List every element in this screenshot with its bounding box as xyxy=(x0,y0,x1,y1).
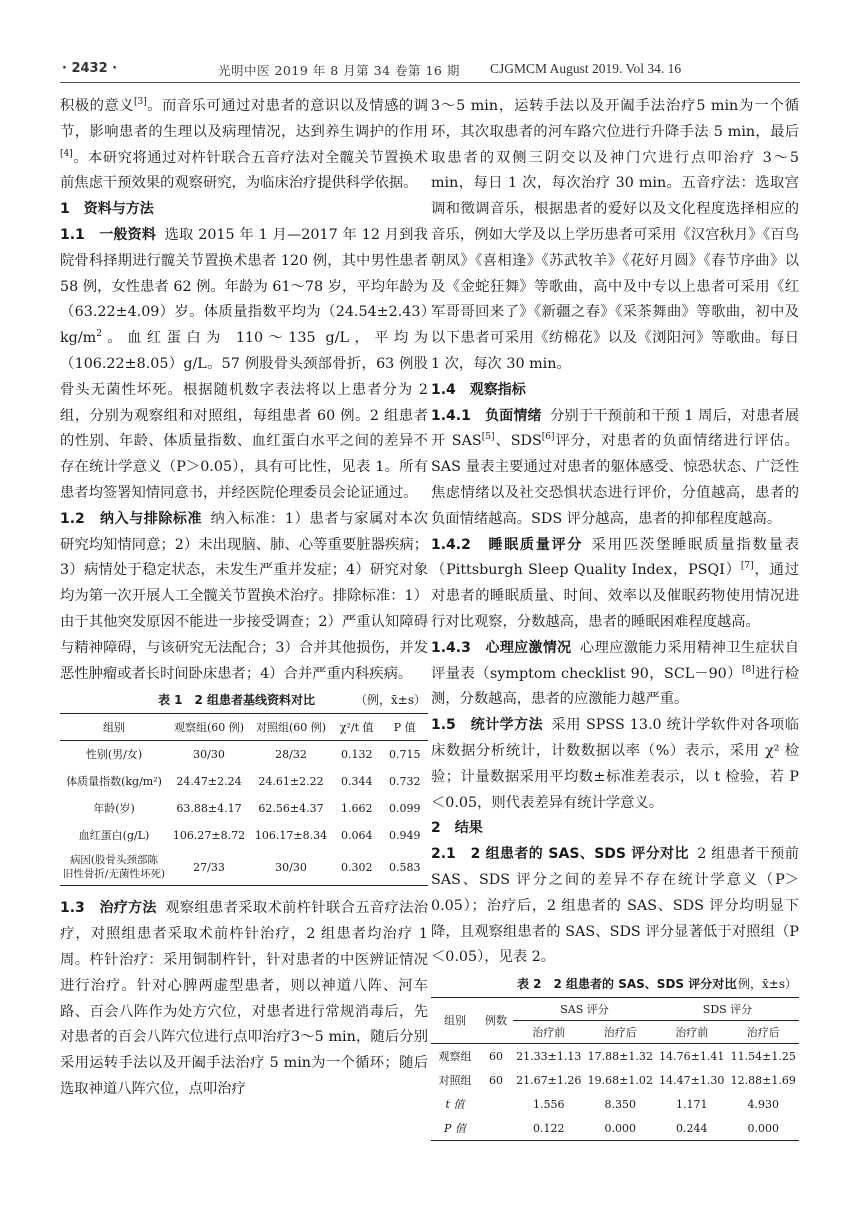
ref-5[interactable]: [5] xyxy=(481,432,495,443)
section-1-4-1: 1.4.1 负面情绪 分别于干预前和干预 1 周后，对患者展开 SAS[5]、SDS[6]评分，对患者的负面情绪进行评估。SAS 量表主要通过对患者的躯体感受、惊恐状态、广泛性焦虑情绪以及社交恐惧状态进行评价，分值越高，患者的负面情绪越高。SDS 评分越高，患者的抑郁程度越高。 xyxy=(431,407,799,527)
left-column xyxy=(60,94,428,1103)
section-1-4-2: 1.4.2 睡眠质量评分 采用匹茨堡睡眠质量指数量表（Pittsburgh Sleep Quality Index，PSQI）[7]，通过对患者的睡眠质量、时间、效率以及催眠药物使用情况进行对比观察，分数越高，患者的睡眠困难程度越高。 xyxy=(431,536,799,630)
page-number: · 2432 · xyxy=(62,61,118,76)
section-1-1: 1.1 一般资料 选取 2015 年 1 月—2017 年 12 月到我院骨科择期进行髋关节置换术患者 120 例，其中男性患者 58 例，女性患者 62 例。年龄为 61～78 岁，平均年龄为（63.22±4.09）岁。体质量指数平均为$(24.54\pm 2.43)kg/m^2$。血红蛋白为 110～135 g/L，平均为（106.22±8.05）g/L。57 例股骨头颈部骨折，63 例股骨头无菌性坏死。根据随机数字表法将以上患者分为 2 组，分别为观察组和对照组，每组患者 60 例。2 组患者的性别、年龄、体质量指数、血红蛋白水平之间的差异不存在统计学意义（P＞0.05），具有可比性，见表 1。所有患者均签署知情同意书，并经医院伦理委员会论证通过。 xyxy=(60,226,428,501)
table-row: 体质量指数(kg/m²) 24.47±2.24 24.61±2.22 0.344 0.732 xyxy=(66,775,421,789)
table-1-header: 组别 观察组(60 例) 对照组(60 例) χ²/t 值 P 值 xyxy=(60,714,428,741)
treatment-continued: 3～5 min，运转手法以及开阖手法治疗5 min为一个循环，其次取患者的河车路穴位进行升降手法 5 min，最后取患者的双侧三阴交以及神门穴进行点叩治疗 3～5 min，每日 1 次，每次治疗 30 min。五音疗法：选取宫调和徵调音乐，根据患者的爱好以及文化程度选择相应的音乐，例如大学及以上学历患者可采用《汉宫秋月》《百鸟朝凤》《喜相逢》《苏武牧羊》《花好月圆》《春节序曲》以及《金蛇狂舞》等歌曲，高中及中专以上患者可采用《红军哥哥回来了》《新疆之春》《采茶舞曲》等歌曲，初中及以下患者可采用《纺棉花》以及《浏阳河》等歌曲。每日 1 次，每次 30 min。 xyxy=(431,98,799,372)
section-1-4-3: 1.4.3 心理应激情况 心理应激能力采用精神卫生症状自评量表（symptom checklist 90，SCL－90）[8]进行检测，分数越高，患者的应激能力越严重。 xyxy=(431,639,800,708)
heading-2: 2 结果 xyxy=(431,820,483,837)
intro-paragraph: 积极的意义[3]。而音乐可通过对患者的意识以及情感的调节，影响患者的生理以及病理情况，达到养生调护的作用[4]。本研究将通过对杵针联合五音疗法对全髋关节置换术前焦虑干预效果的观察研究，为临床治疗提供科学依据。 xyxy=(60,97,429,192)
ref-6[interactable]: [6] xyxy=(541,432,555,443)
table-1 xyxy=(60,713,428,886)
right-column xyxy=(431,94,799,1141)
running-header xyxy=(60,58,800,80)
table-row: 性别(男/女) 30/30 28/32 0.132 0.715 xyxy=(85,748,421,762)
journal-name-cn: 光明中医 2019 年 8 月第 34 卷第 16 期 xyxy=(218,63,460,78)
table-row: 血红蛋白(g/L) 106.27±8.72 106.17±8.34 0.064 0.949 xyxy=(78,829,421,843)
ref-4[interactable]: [4] xyxy=(60,148,73,159)
header-rule xyxy=(60,82,800,83)
table-1-caption xyxy=(60,689,428,713)
table-1-unit: （例，x̄±s） xyxy=(355,693,426,708)
ref-8[interactable]: [8] xyxy=(741,664,755,675)
ref-3[interactable]: [3] xyxy=(134,97,147,108)
heading-1-2: 1.2 纳入与排除标准 xyxy=(60,510,203,527)
table-row: 观察组 60 21.33±1.13 17.88±1.32 14.76±1.41 11.54±1.25 xyxy=(438,1049,796,1063)
journal-name-en: CJGMCM August 2019. Vol 34. 16 xyxy=(490,61,682,76)
table-row: 年龄(岁) 63.88±4.17 62.56±4.37 1.662 0.099 xyxy=(93,802,421,816)
table-2-header: 组别 例数 SAS 评分 SDS 评分 xyxy=(431,998,799,1021)
table-row: 对照组 60 21.67±1.26 19.68±1.02 14.47±1.30 12.88±1.69 xyxy=(438,1073,796,1087)
table-2-title: 表 2 2 组患者的 SAS、SDS 评分对比 xyxy=(517,977,737,992)
table-2-caption xyxy=(431,973,799,997)
section-1-5: 1.5 统计学方法 采用 SPSS 13.0 统计学软件对各项临床数据分析统计，计数数据以率（%）表示，采用 χ² 检验；计量数据采用平均数±标准差表示，以 t 检验，若 P＜0.05，则代表差异有统计学意义。 xyxy=(431,717,799,811)
table-2 xyxy=(431,997,799,1141)
section-1-3: 1.3 治疗方法 观察组患者采取术前杵针联合五音疗法治疗，对照组患者采取术前杵针治疗，2 组患者均治疗 1 周。杵针治疗：采用铜制杵针，针对患者的中医辨证情况进行治疗。针对心脾两虚型患者，则以神道八阵、河车路、百会八阵作为处方穴位，对患者进行常规消毒后，先对患者的百会八阵穴位进行点叩治疗3～5 min，随后分别采用运转手法以及开阖手法治疗 5 min为一个循环；随后选取神道八阵穴位，点叩治疗 xyxy=(60,900,428,1097)
table-2-unit: （例，x̄±s） xyxy=(726,977,797,992)
heading-1-3: 1.3 治疗方法 xyxy=(60,900,157,917)
table-2-subheader: 治疗前 治疗后 治疗前 治疗后 xyxy=(431,1021,799,1044)
table-row: 病因(股骨头颈部陈 旧性骨折/无菌性坏死) 27/33 30/30 0.302 0.583 xyxy=(60,849,428,886)
table-1-title: 表 1 2 组患者基线资料对比 xyxy=(158,693,316,708)
heading-1-4: 1.4 观察指标 xyxy=(431,381,526,398)
ref-7[interactable]: [7] xyxy=(740,561,754,572)
table-row: P 值 0.122 0.000 0.244 0.000 xyxy=(431,1116,799,1141)
section-heading-1: 1 资料与方法 xyxy=(60,201,154,218)
section-1-2: 1.2 纳入与排除标准 纳入标准：1）患者与家属对本次研究均知情同意；2）未出现脑、肺、心等重要脏器疾病；3）病情处于稳定状态，未发生严重并发症；4）研究对象均为第一次开展人工全髋关节置换术治疗。排除标准：1）由于其他突发原因不能进一步接受调查；2）严重认知障碍与精神障碍，与该研究无法配合；3）合并其他损伤，并发恶性肿瘤或者长时间卧床患者；4）合并严重内科疾病。 xyxy=(60,510,428,682)
heading-1-1: 1.1 一般资料 xyxy=(60,226,157,243)
section-2-1: 2.1 2 组患者的 SAS、SDS 评分对比 2 组患者干预前 SAS、SDS 评分之间的差异不存在统计学意义（P＞0.05）；治疗后，2 组患者的 SAS、SDS 评分均明显下降，且观察组患者的 SAS、SDS 评分显著低于对照组（P＜0.05），见表 2。 xyxy=(431,846,800,966)
table-row: t 值 1.556 8.350 1.171 4.930 xyxy=(445,1097,779,1111)
